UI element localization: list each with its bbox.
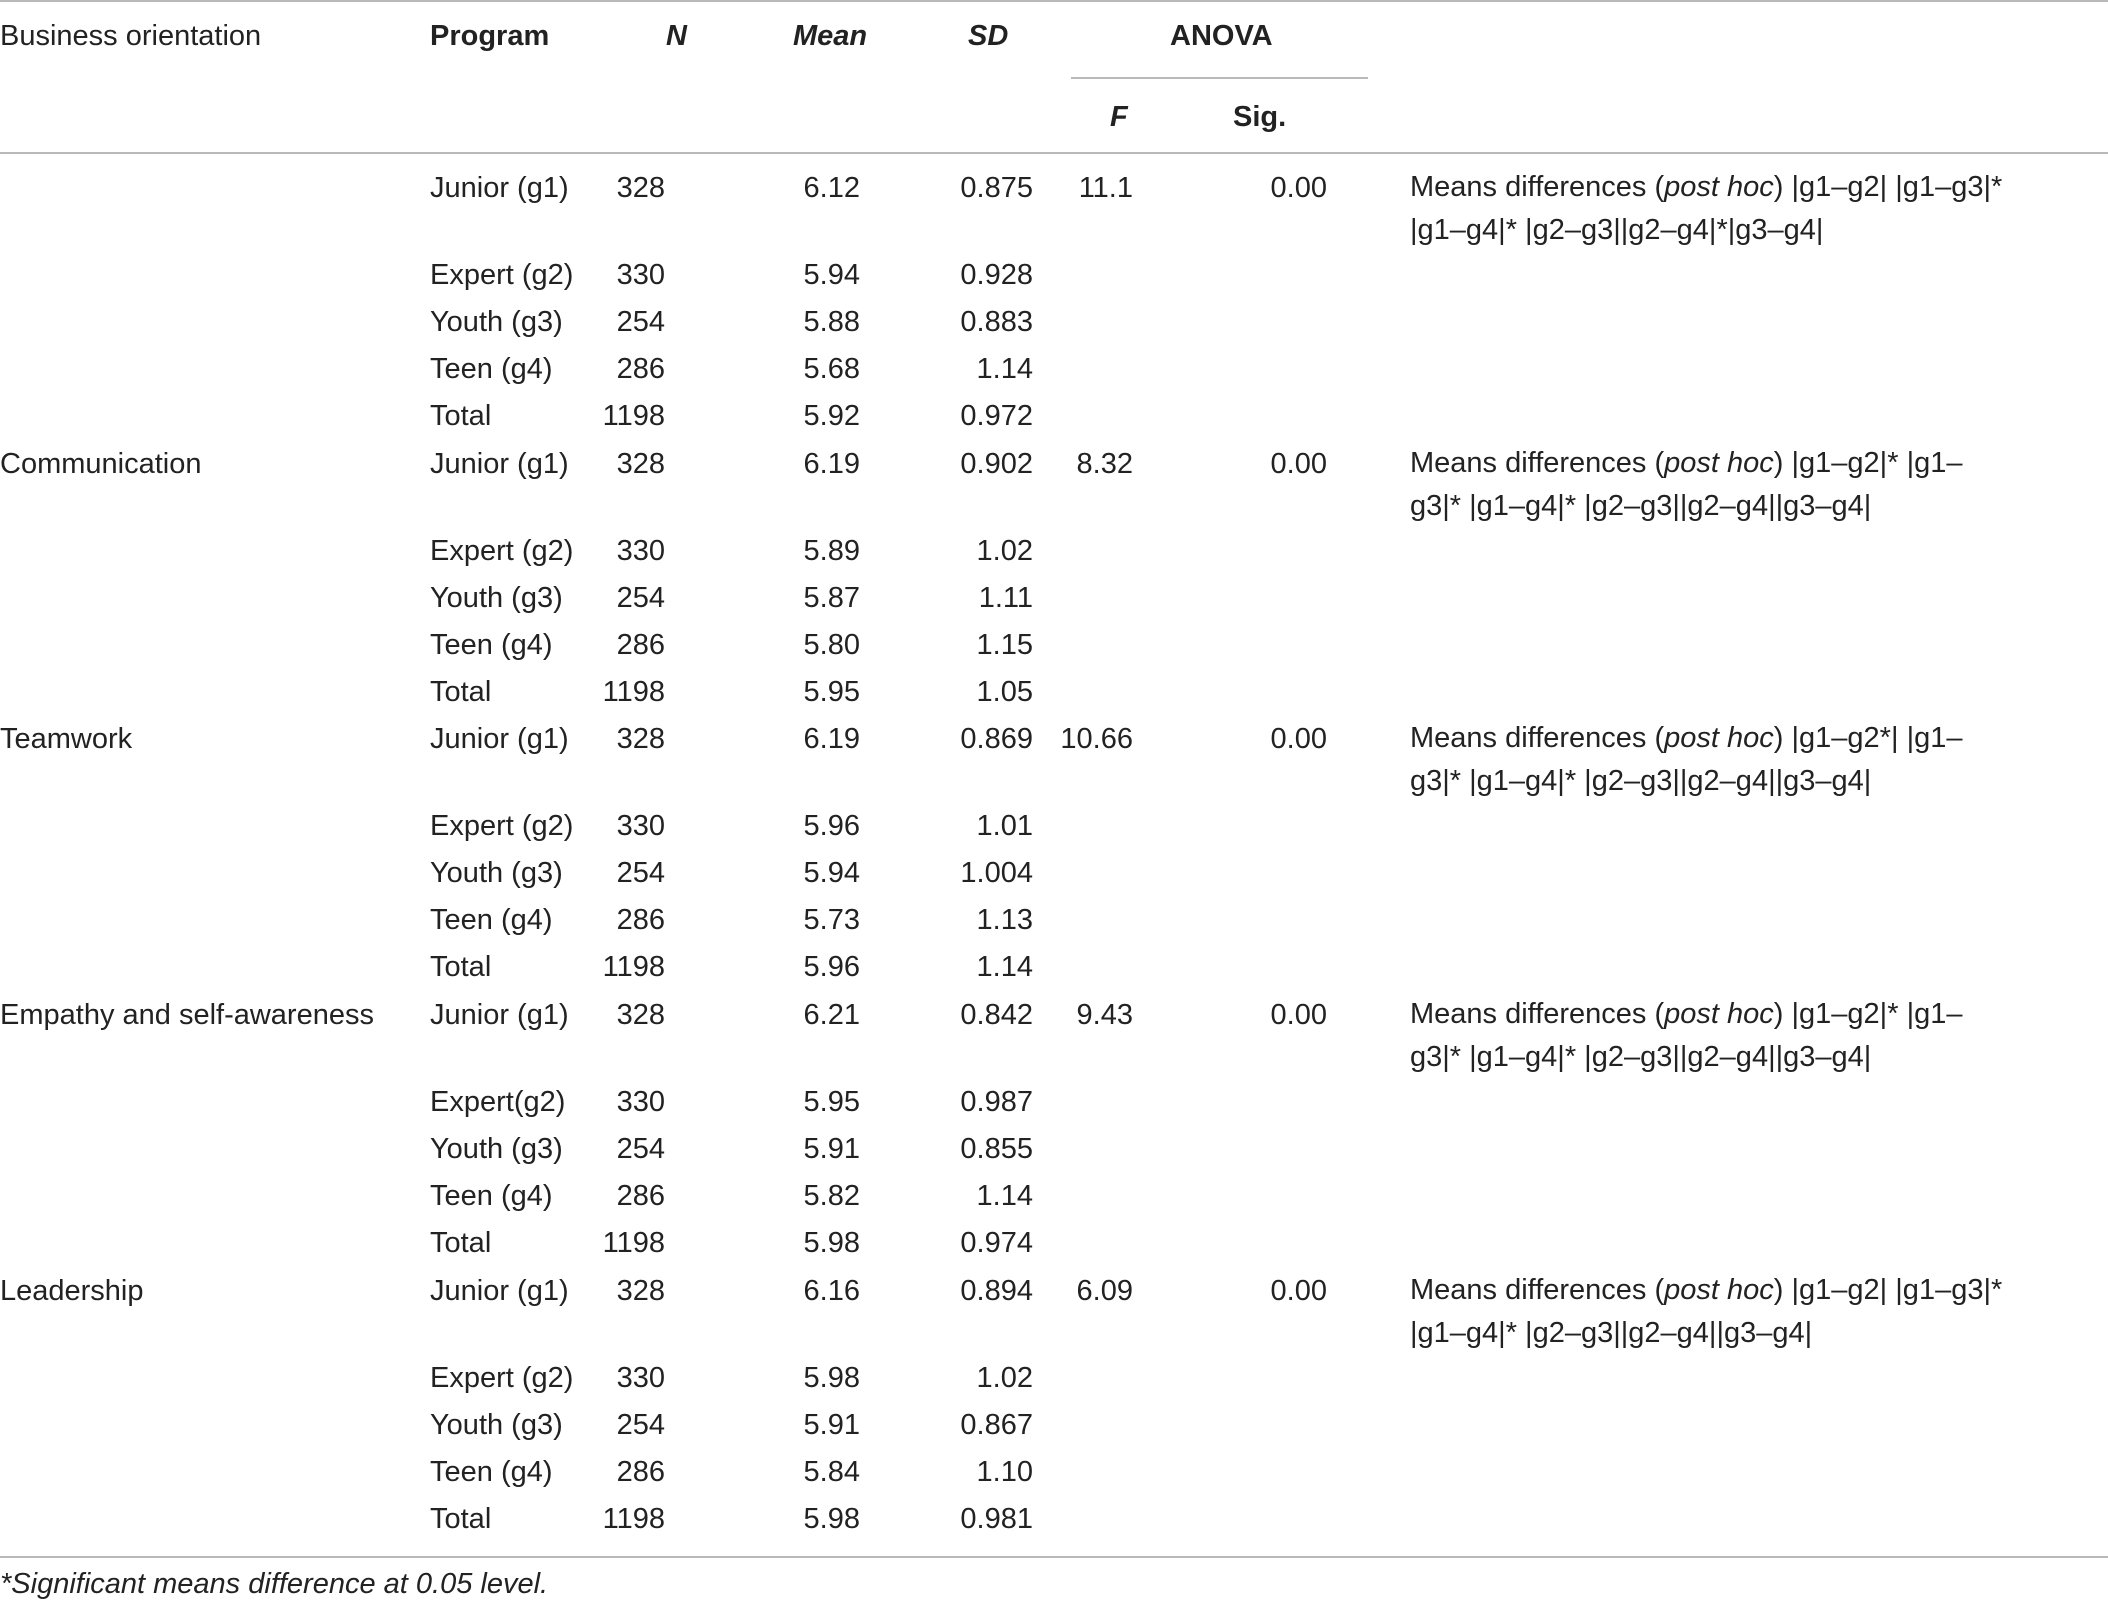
posthoc-note xyxy=(1410,1269,2010,1355)
sd-cell: 0.875 xyxy=(960,172,1033,204)
header-f: F xyxy=(1110,101,1128,133)
table-bottom-rule xyxy=(0,1556,2108,1558)
mean-cell: 6.21 xyxy=(803,999,860,1031)
n-cell: 286 xyxy=(616,1456,665,1488)
program-cell: Total xyxy=(430,951,492,983)
sig-value: 0.00 xyxy=(1270,999,1327,1031)
program-cell: Junior (g1) xyxy=(430,1275,569,1307)
sd-cell: 1.14 xyxy=(976,951,1033,983)
sig-value: 0.00 xyxy=(1270,172,1327,204)
mean-cell: 6.16 xyxy=(803,1275,860,1307)
program-cell: Junior (g1) xyxy=(430,448,569,480)
sd-cell: 0.981 xyxy=(960,1503,1033,1535)
program-cell: Youth (g3) xyxy=(430,857,563,889)
mean-cell: 5.94 xyxy=(803,857,860,889)
n-cell: 1198 xyxy=(602,951,665,983)
n-cell: 254 xyxy=(616,857,665,889)
mean-cell: 5.91 xyxy=(803,1409,860,1441)
variable-name: Leadership xyxy=(0,1275,144,1307)
mean-cell: 5.98 xyxy=(803,1503,860,1535)
sd-cell: 1.11 xyxy=(978,582,1033,614)
posthoc-note xyxy=(1410,717,2010,803)
posthoc-note-italic: post hoc xyxy=(1664,447,1774,479)
n-cell: 254 xyxy=(616,1133,665,1165)
sd-cell: 1.14 xyxy=(976,353,1033,385)
mean-cell: 5.96 xyxy=(803,951,860,983)
sig-value: 0.00 xyxy=(1270,448,1327,480)
mean-cell: 5.89 xyxy=(803,535,860,567)
program-cell: Expert (g2) xyxy=(430,259,574,291)
posthoc-note-italic: post hoc xyxy=(1664,1274,1774,1306)
n-cell: 330 xyxy=(616,810,665,842)
posthoc-note-italic: post hoc xyxy=(1664,171,1774,203)
mean-cell: 5.98 xyxy=(803,1362,860,1394)
posthoc-note-prefix: Means differences ( xyxy=(1410,998,1665,1030)
posthoc-note xyxy=(1410,166,2010,252)
header-sig: Sig. xyxy=(1233,101,1287,133)
sd-cell: 0.894 xyxy=(960,1275,1033,1307)
header-mean: Mean xyxy=(793,20,868,52)
variable-name: Communication xyxy=(0,448,202,480)
posthoc-note-suffix: ) |g1–g2|* |g1–g3|* |g1–g4|* |g2–g3||g2–g4||g3–g4| xyxy=(1410,998,1963,1073)
program-cell: Teen (g4) xyxy=(430,1180,553,1212)
posthoc-note xyxy=(1410,993,2010,1079)
sd-cell: 1.10 xyxy=(976,1456,1033,1488)
mean-cell: 5.80 xyxy=(803,629,860,661)
sd-cell: 0.883 xyxy=(960,306,1033,338)
header-program: Program xyxy=(430,20,550,52)
program-cell: Teen (g4) xyxy=(430,353,553,385)
header-variable: Business orientation xyxy=(0,20,262,52)
program-cell: Total xyxy=(430,676,492,708)
sd-cell: 1.02 xyxy=(976,535,1033,567)
posthoc-note-prefix: Means differences ( xyxy=(1410,447,1665,479)
f-value: 9.43 xyxy=(1076,999,1133,1031)
header-bottom-rule xyxy=(0,152,2108,154)
posthoc-note-prefix: Means differences ( xyxy=(1410,171,1665,203)
posthoc-note xyxy=(1410,442,2010,528)
posthoc-note-suffix: ) |g1–g2| |g1–g3|* |g1–g4|* |g2–g3||g2–g4|*|g3–g4| xyxy=(1410,171,2003,246)
n-cell: 328 xyxy=(616,1275,665,1307)
mean-cell: 5.84 xyxy=(803,1456,860,1488)
program-cell: Expert(g2) xyxy=(430,1086,566,1118)
header-anova: ANOVA xyxy=(1170,20,1273,52)
n-cell: 328 xyxy=(616,172,665,204)
header-n: N xyxy=(666,20,687,52)
n-cell: 328 xyxy=(616,448,665,480)
posthoc-note-prefix: Means differences ( xyxy=(1410,722,1665,754)
variable-name: Teamwork xyxy=(0,723,133,755)
sd-cell: 1.14 xyxy=(976,1180,1033,1212)
program-cell: Expert (g2) xyxy=(430,535,574,567)
n-cell: 286 xyxy=(616,1180,665,1212)
posthoc-note-suffix: ) |g1–g2|* |g1–g3|* |g1–g4|* |g2–g3||g2–g4||g3–g4| xyxy=(1410,447,1963,522)
f-value: 11.1 xyxy=(1078,172,1133,204)
sd-cell: 1.15 xyxy=(976,629,1033,661)
f-value: 6.09 xyxy=(1076,1275,1133,1307)
posthoc-note-italic: post hoc xyxy=(1664,722,1774,754)
n-cell: 286 xyxy=(616,904,665,936)
n-cell: 286 xyxy=(616,629,665,661)
mean-cell: 5.96 xyxy=(803,810,860,842)
sd-cell: 0.902 xyxy=(960,448,1033,480)
n-cell: 1198 xyxy=(602,400,665,432)
mean-cell: 5.88 xyxy=(803,306,860,338)
mean-cell: 5.95 xyxy=(803,676,860,708)
posthoc-note-suffix: ) |g1–g2*| |g1–g3|* |g1–g4|* |g2–g3||g2–g4||g3–g4| xyxy=(1410,722,1963,797)
program-cell: Expert (g2) xyxy=(430,1362,574,1394)
program-cell: Expert (g2) xyxy=(430,810,574,842)
n-cell: 330 xyxy=(616,1362,665,1394)
n-cell: 1198 xyxy=(602,1503,665,1535)
n-cell: 286 xyxy=(616,353,665,385)
f-value: 8.32 xyxy=(1076,448,1133,480)
sig-value: 0.00 xyxy=(1270,1275,1327,1307)
mean-cell: 5.94 xyxy=(803,259,860,291)
sd-cell: 0.855 xyxy=(960,1133,1033,1165)
f-value: 10.66 xyxy=(1060,723,1133,755)
program-cell: Youth (g3) xyxy=(430,306,563,338)
sig-value: 0.00 xyxy=(1270,723,1327,755)
sd-cell: 1.05 xyxy=(976,676,1033,708)
sd-cell: 1.13 xyxy=(976,904,1033,936)
mean-cell: 5.73 xyxy=(803,904,860,936)
table-top-rule xyxy=(0,0,2108,2)
sd-cell: 0.987 xyxy=(960,1086,1033,1118)
program-cell: Teen (g4) xyxy=(430,1456,553,1488)
sd-cell: 1.004 xyxy=(960,857,1033,889)
mean-cell: 5.98 xyxy=(803,1227,860,1259)
program-cell: Teen (g4) xyxy=(430,904,553,936)
sd-cell: 0.867 xyxy=(960,1409,1033,1441)
program-cell: Youth (g3) xyxy=(430,582,563,614)
header-sd: SD xyxy=(968,20,1009,52)
sd-cell: 1.01 xyxy=(976,810,1033,842)
sd-cell: 0.972 xyxy=(960,400,1033,432)
program-cell: Youth (g3) xyxy=(430,1409,563,1441)
program-cell: Total xyxy=(430,1227,492,1259)
mean-cell: 6.12 xyxy=(803,172,860,204)
n-cell: 330 xyxy=(616,535,665,567)
mean-cell: 5.68 xyxy=(803,353,860,385)
n-cell: 1198 xyxy=(602,676,665,708)
mean-cell: 5.91 xyxy=(803,1133,860,1165)
posthoc-note-italic: post hoc xyxy=(1664,998,1774,1030)
posthoc-note-prefix: Means differences ( xyxy=(1410,1274,1665,1306)
posthoc-note-suffix: ) |g1–g2| |g1–g3|* |g1–g4|* |g2–g3||g2–g4||g3–g4| xyxy=(1410,1274,2003,1349)
sd-cell: 1.02 xyxy=(976,1362,1033,1394)
mean-cell: 5.92 xyxy=(803,400,860,432)
sd-cell: 0.842 xyxy=(960,999,1033,1031)
anova-header-rule xyxy=(1071,77,1368,79)
mean-cell: 6.19 xyxy=(803,448,860,480)
mean-cell: 6.19 xyxy=(803,723,860,755)
n-cell: 330 xyxy=(616,259,665,291)
n-cell: 1198 xyxy=(602,1227,665,1259)
sd-cell: 0.869 xyxy=(960,723,1033,755)
mean-cell: 5.82 xyxy=(803,1180,860,1212)
program-cell: Total xyxy=(430,400,492,432)
program-cell: Total xyxy=(430,1503,492,1535)
program-cell: Youth (g3) xyxy=(430,1133,563,1165)
program-cell: Teen (g4) xyxy=(430,629,553,661)
sd-cell: 0.928 xyxy=(960,259,1033,291)
n-cell: 330 xyxy=(616,1086,665,1118)
n-cell: 254 xyxy=(616,306,665,338)
program-cell: Junior (g1) xyxy=(430,172,569,204)
n-cell: 328 xyxy=(616,723,665,755)
program-cell: Junior (g1) xyxy=(430,999,569,1031)
n-cell: 328 xyxy=(616,999,665,1031)
mean-cell: 5.95 xyxy=(803,1086,860,1118)
n-cell: 254 xyxy=(616,582,665,614)
n-cell: 254 xyxy=(616,1409,665,1441)
sd-cell: 0.974 xyxy=(960,1227,1033,1259)
footnote: *Significant means difference at 0.05 level. xyxy=(0,1568,549,1600)
program-cell: Junior (g1) xyxy=(430,723,569,755)
variable-name: Empathy and self-awareness xyxy=(0,999,374,1031)
mean-cell: 5.87 xyxy=(803,582,860,614)
